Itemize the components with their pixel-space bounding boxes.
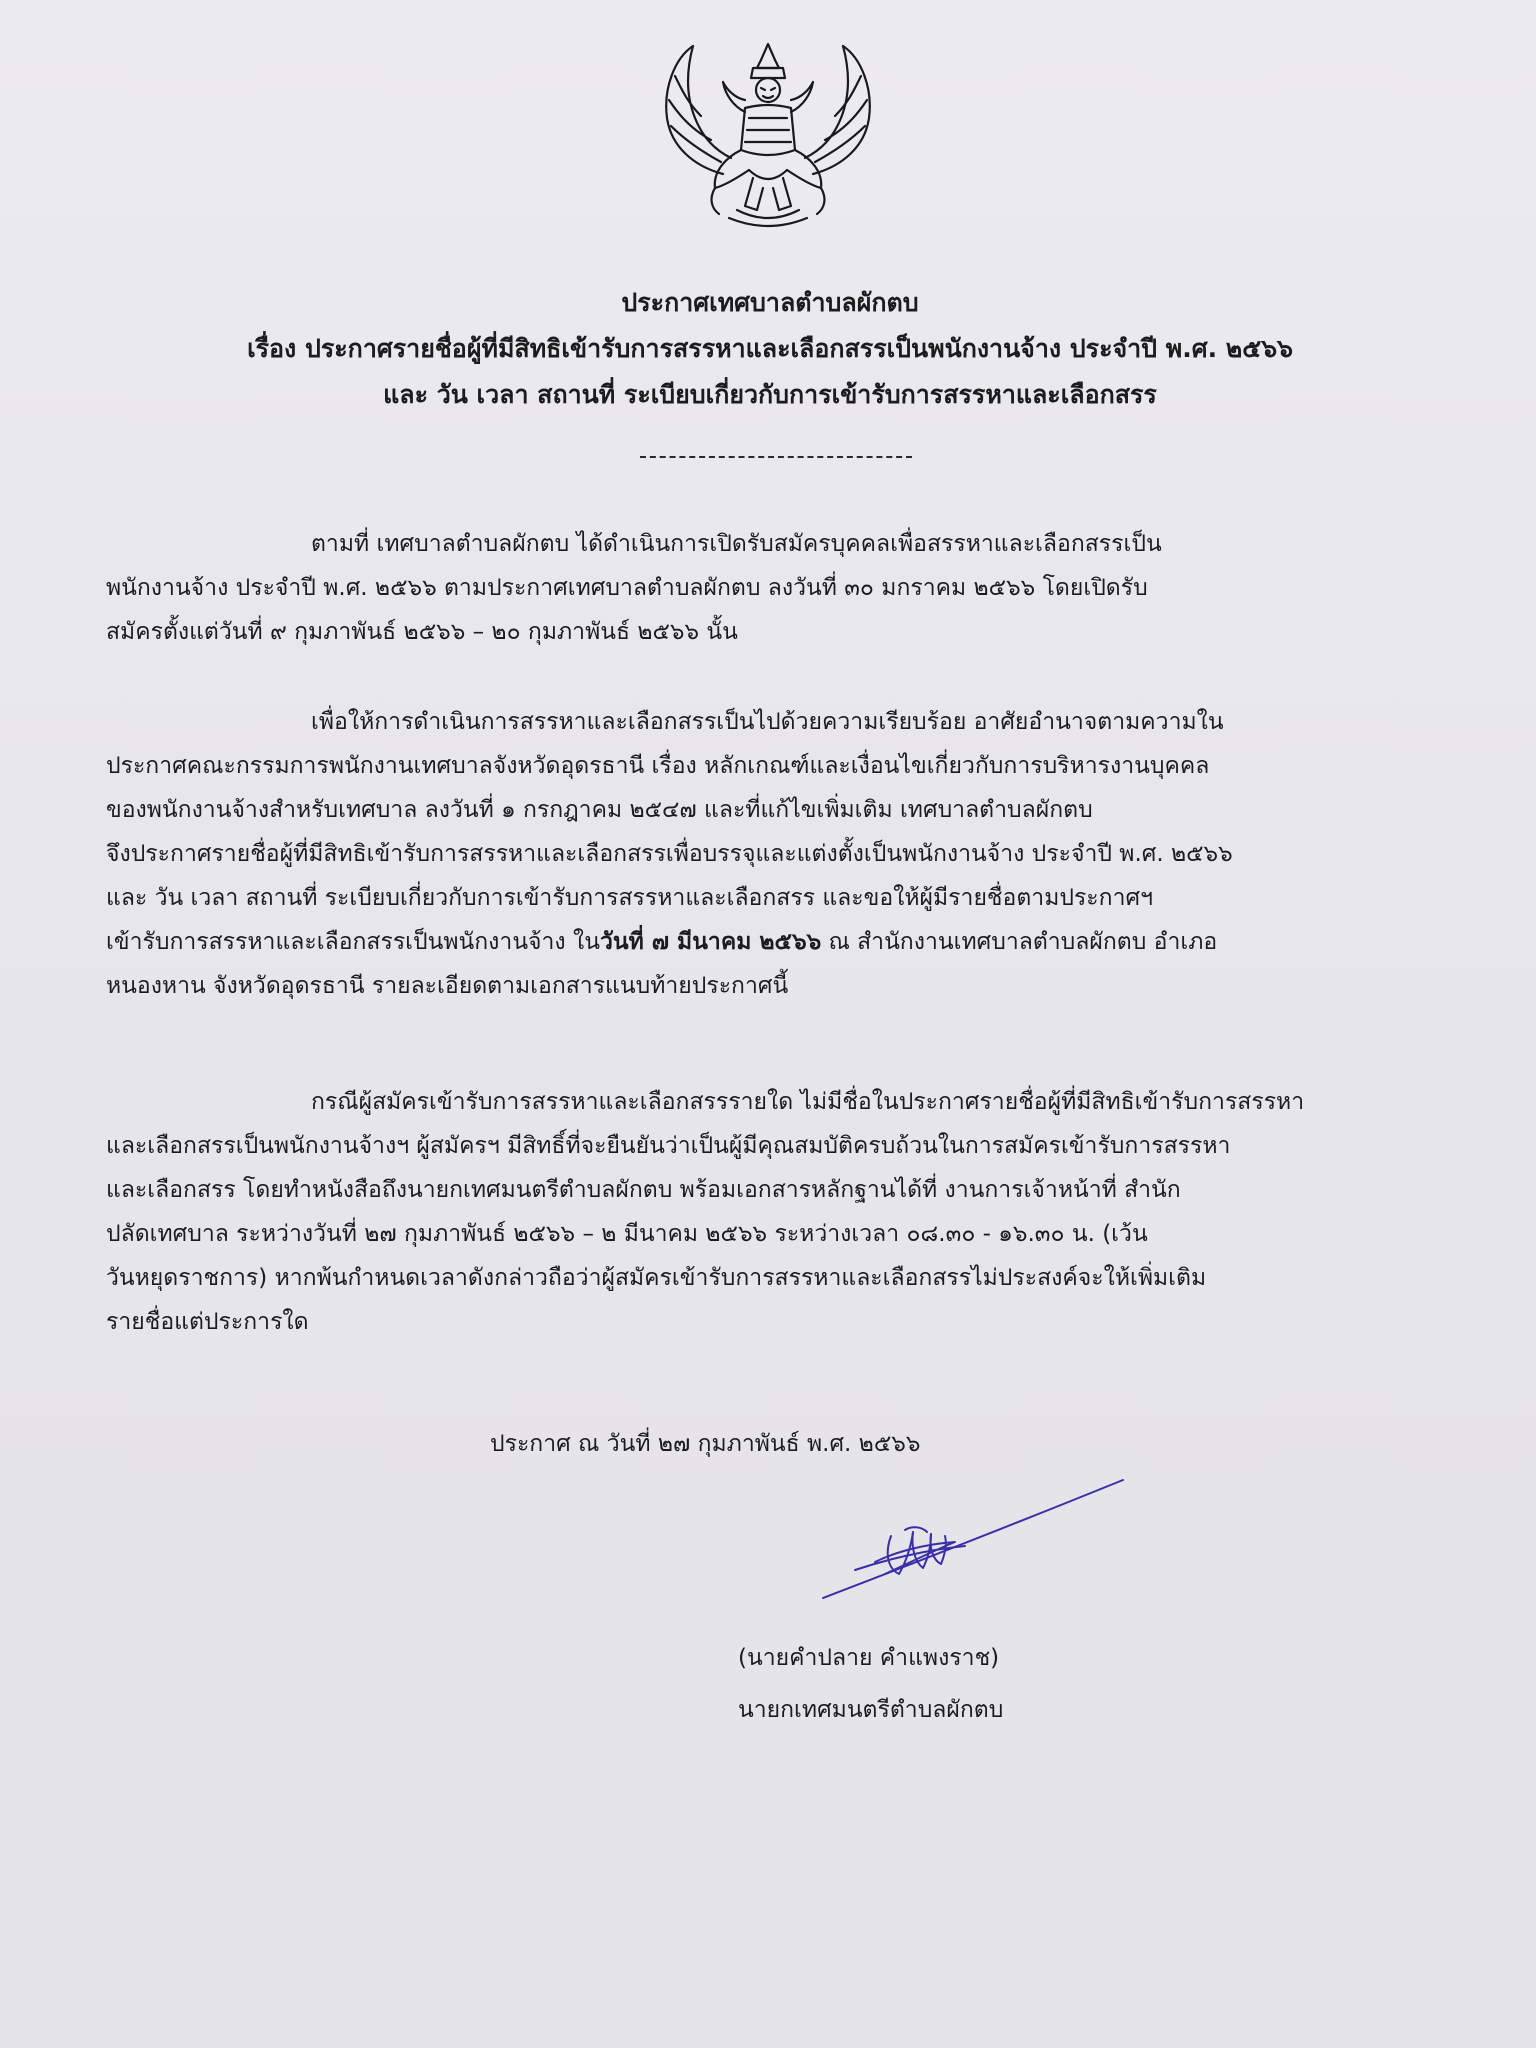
paragraph-3-line: และเลือกสรรเป็นพนักงานจ้างฯ ผู้สมัครฯ มีสิทธิ์ที่จะยืนยันว่าเป็นผู้มีคุณสมบัติครบถ้วนในการสมัครเข้ารับการสรรหา xyxy=(106,1133,1231,1159)
paragraph-2-line: ประกาศคณะกรรมการพนักงานเทศบาลจังหวัดอุดรธานี เรื่อง หลักเกณฑ์และเงื่อนไขเกี่ยวกับการบริหารงานบุคคล xyxy=(106,753,1210,779)
paragraph-1 xyxy=(106,522,1446,654)
title-divider xyxy=(640,456,912,458)
signer-name: (นายคำปลาย คำแพงราช) xyxy=(738,1645,1000,1671)
paragraph-2-line xyxy=(106,920,1446,964)
paragraph-3-line: ปลัดเทศบาล ระหว่างวันที่ ๒๗ กุมภาพันธ์ ๒๕๖๖ – ๒ มีนาคม ๒๕๖๖ ระหว่างเวลา ๐๘.๓๐ - ๑๖.๓๐ น. (เว้น xyxy=(106,1221,1148,1247)
paragraph-3-line: รายชื่อแต่ประการใด xyxy=(106,1309,309,1335)
paragraph-2-line: และ วัน เวลา สถานที่ ระเบียบเกี่ยวกับการเข้ารับการสรรหาและเลือกสรร และขอให้ผู้มีรายชื่อตามประกาศฯ xyxy=(106,885,1154,911)
paragraph-1-line: ตามที่ เทศบาลตำบลผักตบ ได้ดำเนินการเปิดรับสมัครบุคคลเพื่อสรรหาและเลือกสรรเป็น xyxy=(311,531,1162,557)
paragraph-2-line: หนองหาน จังหวัดอุดรธานี รายละเอียดตามเอกสารแนบท้ายประกาศนี้ xyxy=(106,973,789,999)
garuda-emblem-icon xyxy=(653,38,883,233)
paragraph-3-line: กรณีผู้สมัครเข้ารับการสรรหาและเลือกสรรรายใด ไม่มีชื่อในประกาศรายชื่อผู้ที่มีสิทธิเข้ารับการสรรหา xyxy=(311,1089,1305,1115)
paragraph-2-text: เข้ารับการสรรหาและเลือกสรรเป็นพนักงานจ้าง ใน xyxy=(106,929,600,955)
paragraph-3-line: และเลือกสรร โดยทำหนังสือถึงนายกเทศมนตรีตำบลผักตบ พร้อมเอกสารหลักฐานได้ที่ งานการเจ้าหน้าที่ สำนัก xyxy=(106,1177,1181,1203)
paragraph-2 xyxy=(106,700,1446,1008)
paragraph-3-line: วันหยุดราชการ) หากพ้นกำหนดเวลาดังกล่าวถือว่าผู้สมัครเข้ารับการสรรหาและเลือกสรรไม่ประสงค์จะให้เพิ่มเติม xyxy=(106,1265,1207,1291)
signer-title: นายกเทศมนตรีตำบลผักตบ xyxy=(738,1697,1004,1723)
paragraph-2-line: เพื่อให้การดำเนินการสรรหาและเลือกสรรเป็นไปด้วยความเรียบร้อย อาศัยอำนาจตามความใน xyxy=(311,709,1224,735)
announcement-title: ประกาศเทศบาลตำบลผักตบ xyxy=(621,288,919,317)
paragraph-1-line: สมัครตั้งแต่วันที่ ๙ กุมภาพันธ์ ๒๕๖๖ – ๒๐ กุมภาพันธ์ ๒๕๖๖ นั้น xyxy=(106,619,738,645)
paragraph-1-line: พนักงานจ้าง ประจำปี พ.ศ. ๒๕๖๖ ตามประกาศเทศบาลตำบลผักตบ ลงวันที่ ๓๐ มกราคม ๒๕๖๖ โดยเปิดรับ xyxy=(106,575,1148,601)
exam-date-emphasis: วันที่ ๗ มีนาคม ๒๕๖๖ xyxy=(599,929,822,955)
announcement-date: ประกาศ ณ วันที่ ๒๗ กุมภาพันธ์ พ.ศ. ๒๕๖๖ xyxy=(490,1431,921,1457)
paragraph-2-line: จึงประกาศรายชื่อผู้ที่มีสิทธิเข้ารับการสรรหาและเลือกสรรเพื่อบรรจุและแต่งตั้งเป็นพนักงานจ้าง ประจำปี พ.ศ. ๒๕๖๖ xyxy=(106,841,1233,867)
paragraph-2-line: ของพนักงานจ้างสำหรับเทศบาล ลงวันที่ ๑ กรกฎาคม ๒๕๔๗ และที่แก้ไขเพิ่มเติม เทศบาลตำบลผักตบ xyxy=(106,797,1093,823)
announcement-subject-line-2: และ วัน เวลา สถานที่ ระเบียบเกี่ยวกับการเข้ารับการสรรหาและเลือกสรร xyxy=(383,380,1157,409)
announcement-header xyxy=(100,280,1440,418)
announcement-subject-line-1: เรื่อง ประกาศรายชื่อผู้ที่มีสิทธิเข้ารับการสรรหาและเลือกสรรเป็นพนักงานจ้าง ประจำปี พ.ศ. ๒๕๖๖ xyxy=(247,334,1293,363)
handwritten-signature xyxy=(815,1470,1135,1620)
paragraph-3 xyxy=(106,1080,1446,1344)
paragraph-2-text: ณ สำนักงานเทศบาลตำบลผักตบ อำเภอ xyxy=(821,929,1218,955)
signer-block xyxy=(738,1632,1003,1736)
